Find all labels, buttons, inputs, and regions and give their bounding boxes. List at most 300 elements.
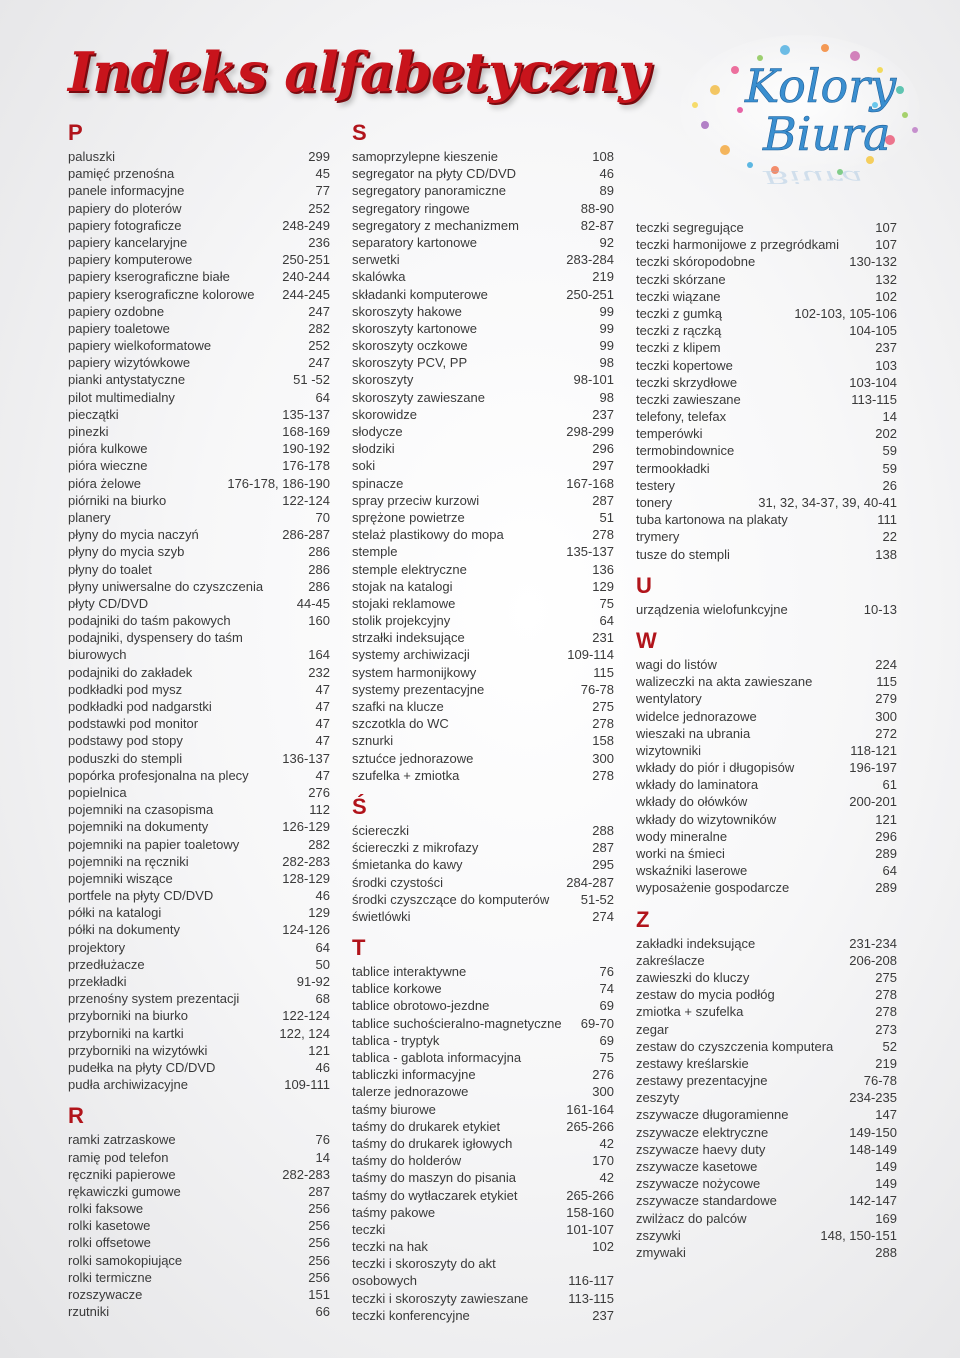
index-entry (352, 543, 614, 560)
entry-term: zwilżacz do palców (636, 1210, 747, 1226)
entry-pages: 282-283 (282, 1166, 330, 1182)
entry-term: papiery kancelaryjne (68, 234, 188, 250)
entry-term: trymery (636, 529, 680, 545)
index-entry (352, 509, 614, 526)
entry-pages: 149-150 (849, 1124, 897, 1140)
entry-pages: 287 (308, 1183, 330, 1199)
entry-pages: 296 (592, 441, 614, 457)
entry-term: taśmy do drukarek igłowych (352, 1135, 513, 1151)
entry-pages: 274 (592, 908, 614, 924)
entry-pages: 158-160 (566, 1204, 614, 1220)
entry-pages: 265-266 (566, 1187, 614, 1203)
index-entry (352, 286, 614, 303)
entry-term: zegar (636, 1021, 669, 1037)
entry-term: podajniki, dyspensery do taśm (68, 630, 243, 646)
entry-term: tonery (636, 495, 673, 510)
entry-term: skoroszyty zawieszane (352, 389, 485, 405)
entry-pages: 278 (592, 767, 614, 783)
index-entry (636, 1192, 897, 1209)
index-entry (352, 561, 614, 578)
index-entry (68, 509, 330, 526)
entry-term: półki na katalogi (68, 905, 162, 921)
entry-pages: 64 (315, 939, 330, 955)
entry-term: papiery kserograficzne białe (68, 269, 230, 285)
entry-pages: 278 (875, 1004, 897, 1020)
index-entry (352, 165, 614, 182)
index-entry (68, 1042, 330, 1059)
index-entry (352, 767, 614, 784)
index-entry (636, 776, 897, 793)
entry-pages: 224 (875, 656, 897, 672)
index-entry (352, 980, 614, 997)
index-entry (352, 406, 614, 423)
entry-pages: 76-78 (580, 681, 614, 697)
entry-term: tablice interaktywne (352, 964, 467, 980)
index-entry (636, 511, 897, 528)
index-column-2 (352, 116, 614, 1324)
entry-pages: 283-284 (566, 252, 614, 268)
index-entry (352, 664, 614, 681)
entry-pages: 278 (592, 527, 614, 543)
index-entry (68, 818, 330, 835)
entry-pages: 91-92 (296, 974, 330, 989)
entry-term: urządzenia wielofunkcyjne (636, 601, 788, 617)
index-entry (68, 234, 330, 251)
entry-pages: 273 (875, 1021, 897, 1037)
entry-pages: 74 (599, 981, 614, 997)
section-letter: Z (636, 906, 650, 932)
entry-term: separatory kartonowe (352, 234, 478, 250)
entry-term: panele informacyjne (68, 183, 185, 199)
index-entry (352, 1238, 614, 1255)
index-section (636, 219, 897, 563)
index-entry (352, 997, 614, 1014)
entry-term: papiery wizytówkowe (68, 355, 191, 371)
entry-pages: 45 (315, 166, 330, 182)
entry-pages: 64 (882, 863, 897, 879)
entry-pages: 240-244 (282, 269, 330, 285)
index-entry (636, 460, 897, 477)
entry-pages: 46 (315, 888, 330, 904)
entry-term: poduszki do stempli (68, 750, 183, 766)
index-entry (352, 492, 614, 509)
entry-pages: 77 (315, 183, 330, 199)
index-entry (352, 303, 614, 320)
entry-term: szafki na klucze (352, 699, 444, 714)
entry-pages: 278 (875, 987, 897, 1003)
entry-pages: 113-115 (851, 391, 897, 407)
index-entry (68, 1166, 330, 1183)
entry-pages: 132 (875, 271, 897, 287)
entry-term: teczki z klipem (636, 340, 721, 356)
entry-term: wskaźniki laserowe (636, 863, 748, 879)
entry-pages: 147 (875, 1107, 897, 1123)
entry-term: wagi do listów (636, 656, 717, 672)
index-entry (68, 1025, 330, 1042)
entry-pages: 68 (315, 991, 330, 1007)
index-entry (352, 320, 614, 337)
index-entry (352, 440, 614, 457)
entry-term: świetlówki (352, 908, 411, 924)
entry-pages: 300 (592, 750, 614, 766)
entry-pages: 50 (315, 956, 330, 972)
entry-term: zawieszki do kluczy (636, 969, 750, 985)
page-title: Indeks alfabetyczny (68, 40, 649, 104)
entry-term: teczki konferencyjne (352, 1307, 470, 1323)
index-entry (352, 1221, 614, 1238)
entry-pages: 69-70 (580, 1015, 614, 1031)
entry-pages: 121 (308, 1042, 330, 1058)
index-entry (636, 357, 897, 374)
entry-pages: 167-168 (566, 475, 614, 491)
index-entry (68, 217, 330, 234)
entry-pages: 289 (875, 880, 897, 896)
index-entry (68, 165, 330, 182)
entry-pages: 276 (308, 784, 330, 800)
index-entry (68, 921, 330, 938)
index-entry (352, 1083, 614, 1100)
entry-pages: 98-101 (573, 372, 614, 388)
entry-term: stojak na katalogi (352, 578, 453, 594)
index-entry (352, 698, 614, 715)
entry-pages: 70 (315, 509, 330, 525)
index-entry (352, 1152, 614, 1169)
index-entry (68, 595, 330, 612)
index-entry (352, 148, 614, 165)
index-entry (352, 891, 614, 908)
index-entry (352, 612, 614, 629)
index-entry (68, 715, 330, 732)
entry-term: taśmy biurowe (352, 1101, 436, 1117)
entry-term: podstawki pod monitor (68, 716, 199, 732)
entry-term: papiery do ploterów (68, 200, 182, 216)
entry-term: rolki faksowe (68, 1201, 144, 1217)
index-entry (68, 475, 330, 492)
entry-pages: 88-90 (580, 200, 614, 216)
index-entry (636, 1038, 897, 1055)
section-letter: T (352, 935, 366, 961)
entry-pages: 61 (882, 777, 897, 793)
index-entry (352, 182, 614, 199)
entry-pages: 231 (592, 630, 614, 646)
index-entry (636, 952, 897, 969)
index-entry (352, 371, 614, 388)
entry-pages: 296 (875, 828, 897, 844)
entry-pages: 287 (592, 840, 614, 856)
entry-term: tusze do stempli (636, 546, 730, 562)
entry-pages: 14 (315, 1149, 330, 1165)
entry-term: papiery wielkoformatowe (68, 338, 212, 354)
index-entry (636, 845, 897, 862)
index-entry (68, 182, 330, 199)
index-entry (352, 1204, 614, 1221)
entry-pages: 252 (308, 200, 330, 216)
entry-pages: 121 (875, 811, 897, 827)
entry-term: wkłady do piór i długopisów (636, 760, 795, 776)
kolory-biura-logo (675, 30, 925, 210)
entry-pages: 108 (592, 149, 614, 164)
index-entry (636, 253, 897, 270)
index-column-3 (636, 219, 897, 1261)
entry-term: serwetki (352, 252, 400, 268)
entry-term: teczki kopertowe (636, 357, 733, 373)
entry-pages: 206-208 (849, 952, 897, 968)
entry-pages: 284-287 (566, 874, 614, 890)
entry-pages: 129 (308, 905, 330, 921)
entry-pages: 200-201 (849, 794, 897, 810)
index-entry (636, 1021, 897, 1038)
index-entry (636, 442, 897, 459)
entry-pages: 247 (308, 355, 330, 371)
entry-term: podajniki do taśm pakowych (68, 613, 231, 629)
entry-pages: 82-87 (580, 217, 614, 233)
index-entry (68, 492, 330, 509)
index-entry (352, 629, 614, 646)
index-entry (352, 200, 614, 217)
entry-term: portfele na płyty CD/DVD (68, 888, 214, 904)
entry-term: teczki i skoroszyty zawieszane (352, 1290, 529, 1306)
entry-pages: 109-114 (567, 647, 614, 663)
entry-term: wody mineralne (636, 828, 728, 844)
entry-term: teczki zawieszane (636, 391, 741, 407)
index-section (352, 792, 614, 925)
index-entry (352, 1032, 614, 1049)
entry-pages: 158 (592, 733, 614, 749)
index-entry (636, 288, 897, 305)
index-entry (636, 1089, 897, 1106)
index-entry (636, 811, 897, 828)
entry-term: podkładki pod nadgarstki (68, 699, 212, 714)
entry-term: słodziki (352, 441, 395, 457)
entry-term: biurowych (68, 647, 127, 663)
entry-term: pudła archiwizacyjne (68, 1077, 188, 1093)
entry-term: pilot multimedialny (68, 389, 175, 405)
index-entry (636, 1124, 897, 1141)
index-entry (68, 767, 330, 784)
entry-pages: 66 (315, 1304, 330, 1320)
entry-term: popielnica (68, 784, 127, 800)
entry-pages: 103 (875, 357, 897, 373)
entry-term: skoroszyty kartonowe (352, 320, 477, 336)
index-entry (68, 664, 330, 681)
entry-pages: 282-283 (282, 853, 330, 869)
entry-term: pieczątki (68, 406, 119, 422)
index-entry (68, 200, 330, 217)
entry-term: zszywacze kasetowe (636, 1159, 758, 1174)
entry-term: pudełka na płyty CD/DVD (68, 1059, 216, 1075)
index-entry (68, 853, 330, 870)
entry-term: soki (352, 458, 376, 474)
index-entry (636, 374, 897, 391)
entry-term: teczki z rączką (636, 323, 722, 339)
index-entry (68, 956, 330, 973)
index-entry (636, 271, 897, 288)
entry-term: składanki komputerowe (352, 286, 488, 302)
entry-pages: 151 (308, 1287, 330, 1302)
entry-pages: 169 (875, 1210, 897, 1226)
entry-term: papiery toaletowe (68, 320, 170, 336)
index-entry (68, 750, 330, 767)
entry-pages: 148, 150-151 (820, 1227, 897, 1243)
index-entry (68, 990, 330, 1007)
entry-pages: 256 (308, 1218, 330, 1234)
entry-term: zakreślacze (636, 952, 705, 968)
entry-term: pinezki (68, 424, 109, 439)
entry-pages: 300 (875, 708, 897, 724)
index-entry (68, 646, 330, 663)
entry-term: planery (68, 509, 111, 525)
index-entry (352, 1255, 614, 1272)
entry-term: stemple elektryczne (352, 561, 467, 577)
entry-pages: 250-251 (566, 286, 614, 302)
index-entry (68, 681, 330, 698)
entry-pages: 149 (875, 1159, 897, 1174)
entry-term: pojemniki na ręczniki (68, 853, 189, 869)
index-entry (352, 1118, 614, 1135)
entry-pages: 107 (875, 220, 897, 235)
entry-term: talerze jednorazowe (352, 1084, 469, 1100)
index-entry (68, 543, 330, 560)
entry-pages: 98 (599, 389, 614, 405)
index-entry (68, 732, 330, 749)
index-entry (68, 629, 330, 646)
entry-term: taśmy pakowe (352, 1204, 436, 1220)
entry-pages: 69 (599, 998, 614, 1014)
entry-term: rękawiczki gumowe (68, 1183, 181, 1199)
index-entry (352, 1307, 614, 1324)
entry-term: tablice suchościeralno-magnetyczne (352, 1015, 562, 1031)
index-entry (352, 1015, 614, 1032)
entry-pages: 256 (308, 1235, 330, 1251)
entry-pages: 14 (882, 409, 897, 425)
entry-term: testery (636, 477, 676, 493)
index-entry (68, 440, 330, 457)
section-letter: R (68, 1103, 84, 1129)
entry-pages: 250-251 (282, 252, 330, 268)
entry-pages: 149 (875, 1176, 897, 1192)
entry-term: teczki skórzane (636, 271, 726, 287)
entry-pages: 248-249 (282, 217, 330, 233)
section-letter: P (68, 120, 83, 145)
entry-pages: 76-78 (863, 1073, 897, 1089)
entry-term: wkłady do wizytowników (636, 811, 777, 827)
entry-term: tuba kartonowa na plakaty (636, 512, 788, 528)
entry-term: półki na dokumenty (68, 922, 181, 938)
entry-pages: 122-124 (282, 1008, 330, 1024)
index-entry (68, 1252, 330, 1269)
entry-term: temperówki (636, 426, 703, 442)
index-entry (636, 759, 897, 776)
index-entry (68, 406, 330, 423)
entry-pages: 138 (875, 546, 897, 562)
entry-pages: 298-299 (566, 424, 614, 439)
index-entry (352, 839, 614, 856)
entry-term: skoroszyty PCV, PP (352, 355, 468, 371)
entry-pages: 76 (315, 1132, 330, 1148)
entry-term: spray przeciw kurzowi (352, 492, 480, 508)
index-entry (636, 708, 897, 725)
entry-term: wkłady do laminatora (636, 777, 759, 793)
index-entry (636, 1055, 897, 1072)
entry-pages: 176-178 (282, 458, 330, 474)
index-entry (636, 305, 897, 322)
entry-pages: 219 (592, 269, 614, 285)
entry-pages: 237 (875, 340, 897, 356)
entry-term: płyny do mycia szyb (68, 544, 185, 560)
entry-term: wkłady do ołówków (636, 794, 748, 810)
entry-term: termookładki (636, 460, 710, 476)
entry-term: papiery fotograficze (68, 217, 182, 233)
entry-pages: 103-104 (849, 374, 897, 390)
entry-pages: 126-129 (282, 819, 330, 835)
index-entry (352, 646, 614, 663)
entry-term: systemy prezentacyjne (352, 681, 485, 697)
entry-pages: 265-266 (566, 1118, 614, 1134)
entry-pages: 116-117 (568, 1273, 614, 1289)
entry-pages: 111 (877, 512, 897, 528)
index-entry (68, 389, 330, 406)
index-entry (68, 801, 330, 818)
index-entry (352, 963, 614, 980)
entry-pages: 42 (599, 1170, 614, 1186)
entry-pages: 59 (882, 460, 897, 476)
index-entry (68, 1131, 330, 1148)
index-entry (352, 1272, 614, 1289)
entry-pages: 279 (875, 691, 897, 707)
index-entry (636, 494, 897, 511)
entry-pages: 256 (308, 1252, 330, 1268)
index-section (636, 626, 897, 897)
index-entry (636, 673, 897, 690)
entry-term: pianki antystatyczne (68, 372, 186, 388)
entry-term: rozszywacze (68, 1287, 143, 1302)
index-entry (636, 1106, 897, 1123)
entry-pages: 142-147 (849, 1193, 897, 1209)
entry-term: skoroszyty oczkowe (352, 338, 468, 354)
section-letter: S (352, 120, 367, 145)
logo-line1: Kolory (745, 59, 897, 113)
entry-term: rolki termiczne (68, 1269, 152, 1285)
entry-term: teczki wiązane (636, 288, 721, 304)
entry-term: segregatory ringowe (352, 200, 470, 216)
section-letter: Ś (352, 793, 367, 819)
entry-pages: 26 (882, 477, 897, 493)
index-entry (68, 1007, 330, 1024)
entry-pages: 122-124 (282, 492, 330, 508)
entry-term: widelce jednorazowe (636, 708, 757, 724)
entry-pages: 282 (308, 320, 330, 336)
entry-pages: 115 (593, 664, 614, 680)
index-section (636, 571, 897, 618)
entry-pages: 92 (599, 234, 614, 250)
index-entry (636, 1210, 897, 1227)
index-entry (68, 561, 330, 578)
entry-term: przekładki (68, 974, 127, 989)
entry-term: skalówka (352, 269, 406, 285)
index-entry (352, 578, 614, 595)
entry-term: projektory (68, 939, 126, 955)
entry-pages: 75 (599, 595, 614, 611)
entry-term: pojemniki na dokumenty (68, 819, 209, 835)
entry-term: wyposażenie gospodarcze (636, 880, 790, 896)
entry-pages: 46 (315, 1059, 330, 1075)
index-entry (68, 1200, 330, 1217)
entry-term: pióra żelowe (68, 475, 141, 491)
index-entry (68, 320, 330, 337)
entry-pages: 22 (882, 529, 897, 545)
entry-term: stemple (352, 544, 398, 560)
index-entry (68, 1149, 330, 1166)
